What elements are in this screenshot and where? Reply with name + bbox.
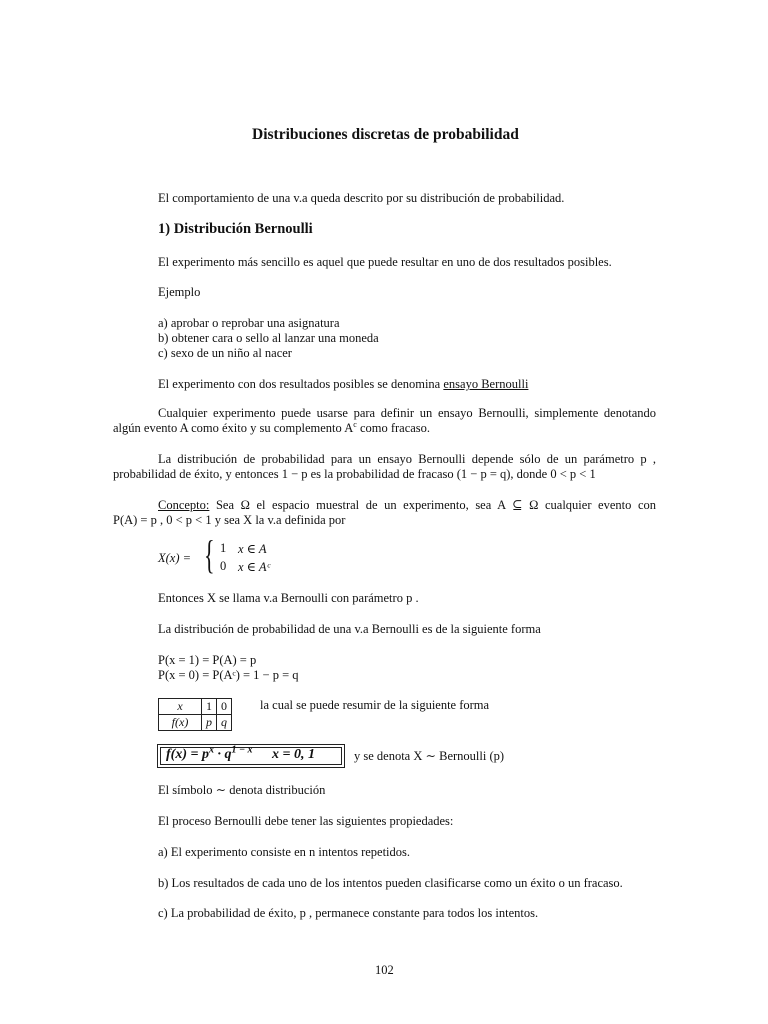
concept-line1-text: Sea Ω el espacio muestral de un experimento, sea A ⊆ Ω cualquier evento con bbox=[209, 498, 656, 512]
piecewise-brace: { bbox=[204, 532, 215, 577]
table-cell: p bbox=[202, 715, 217, 731]
paragraph-two-results-text: El experimento con dos resultados posibles se denomina bbox=[158, 377, 441, 391]
table-caption: la cual se puede resumir de la siguiente forma bbox=[260, 698, 490, 712]
table-cell: q bbox=[217, 715, 232, 731]
piecewise-row1-value: 1 bbox=[220, 541, 227, 555]
paragraph-distribution-form: La distribución de probabilidad de una v.a Bernoulli es de la siguiente forma bbox=[158, 622, 541, 636]
concept-label: Concepto: bbox=[158, 498, 210, 512]
paragraph-symbol: El símbolo ∼ denota distribución bbox=[158, 783, 326, 797]
table-row bbox=[159, 715, 232, 731]
any-line2-end: como fracaso. bbox=[356, 421, 431, 435]
formula-range: x = 0, 1 bbox=[272, 747, 316, 762]
equation-p-success: P(x = 1) = P(A) = p bbox=[158, 653, 257, 667]
concept-line1 bbox=[158, 498, 656, 513]
example-item-b: b) obtener cara o sello al lanzar una moneda bbox=[158, 331, 379, 345]
paragraph-process: El proceso Bernoulli debe tener las siguientes propiedades: bbox=[158, 814, 454, 828]
table-row bbox=[159, 699, 232, 715]
any-line2-text: algún evento A como éxito y su complemento A bbox=[113, 421, 354, 435]
formula-exponent-x: x bbox=[208, 744, 214, 756]
piecewise-lhs: X(x) = bbox=[158, 551, 192, 565]
equation-p-failure: P(x = 0) = P(Aᶜ) = 1 − p = q bbox=[158, 668, 299, 682]
piecewise-row2-condition: x ∈ Aᶜ bbox=[238, 560, 270, 574]
formula-exponent-1-x: 1 − x bbox=[231, 744, 253, 756]
piecewise-row1-condition: x ∈ A bbox=[238, 542, 267, 556]
table-cell: f(x) bbox=[159, 715, 202, 731]
formula-mid: · q bbox=[213, 747, 232, 762]
table-cell: 0 bbox=[217, 699, 232, 715]
section-heading-bernoulli: 1) Distribución Bernoulli bbox=[158, 221, 313, 237]
table-cell: x bbox=[159, 699, 202, 715]
paragraph-any-experiment-line1: Cualquier experimento puede usarse para definir un ensayo Bernoulli, simplemente denotando bbox=[158, 406, 656, 420]
property-a: a) El experimento consiste en n intentos repetidos. bbox=[158, 845, 411, 859]
table-cell: 1 bbox=[202, 699, 217, 715]
paragraph-simplest-experiment: El experimento más sencillo es aquel que puede resultar en uno de dos resultados posibles. bbox=[158, 255, 612, 269]
bernoulli-formula bbox=[166, 744, 316, 763]
bernoulli-formula-box bbox=[157, 744, 345, 768]
formula-lhs: f(x) = p bbox=[166, 747, 209, 762]
paragraph-parameter-line1: La distribución de probabilidad para un ensayo Bernoulli depende sólo de un parámetro p , bbox=[158, 452, 656, 466]
term-ensayo-bernoulli: ensayo Bernoulli bbox=[443, 377, 529, 391]
intro-paragraph: El comportamiento de una v.a queda descrito por su distribución de probabilidad. bbox=[158, 191, 565, 205]
example-item-c: c) sexo de un niño al nacer bbox=[158, 346, 292, 360]
page-number: 102 bbox=[375, 963, 394, 977]
example-item-a: a) aprobar o reprobar una asignatura bbox=[158, 316, 340, 330]
property-b: b) Los resultados de cada uno de los intentos pueden clasificarse como un éxito o un fracaso. bbox=[158, 876, 623, 890]
page-title: Distribuciones discretas de probabilidad bbox=[252, 126, 519, 143]
formula-caption: y se denota X ∼ Bernoulli (p) bbox=[354, 749, 505, 763]
concept-line2: P(A) = p , 0 < p < 1 y sea X la v.a definida por bbox=[113, 513, 346, 527]
paragraph-parameter-line2: probabilidad de éxito, y entonces 1 − p es la probabilidad de fracaso (1 − p = q), donde 0 < p < 1 bbox=[113, 467, 596, 481]
paragraph-two-results bbox=[158, 377, 528, 392]
property-c: c) La probabilidad de éxito, p , permanece constante para todos los intentos. bbox=[158, 906, 539, 920]
paragraph-then: Entonces X se llama v.a Bernoulli con parámetro p . bbox=[158, 591, 419, 605]
piecewise-row2-value: 0 bbox=[220, 559, 227, 573]
paragraph-any-experiment-line2 bbox=[113, 421, 430, 436]
example-label: Ejemplo bbox=[158, 285, 201, 299]
complement-superscript: c bbox=[353, 419, 357, 429]
pmf-table bbox=[158, 698, 232, 731]
